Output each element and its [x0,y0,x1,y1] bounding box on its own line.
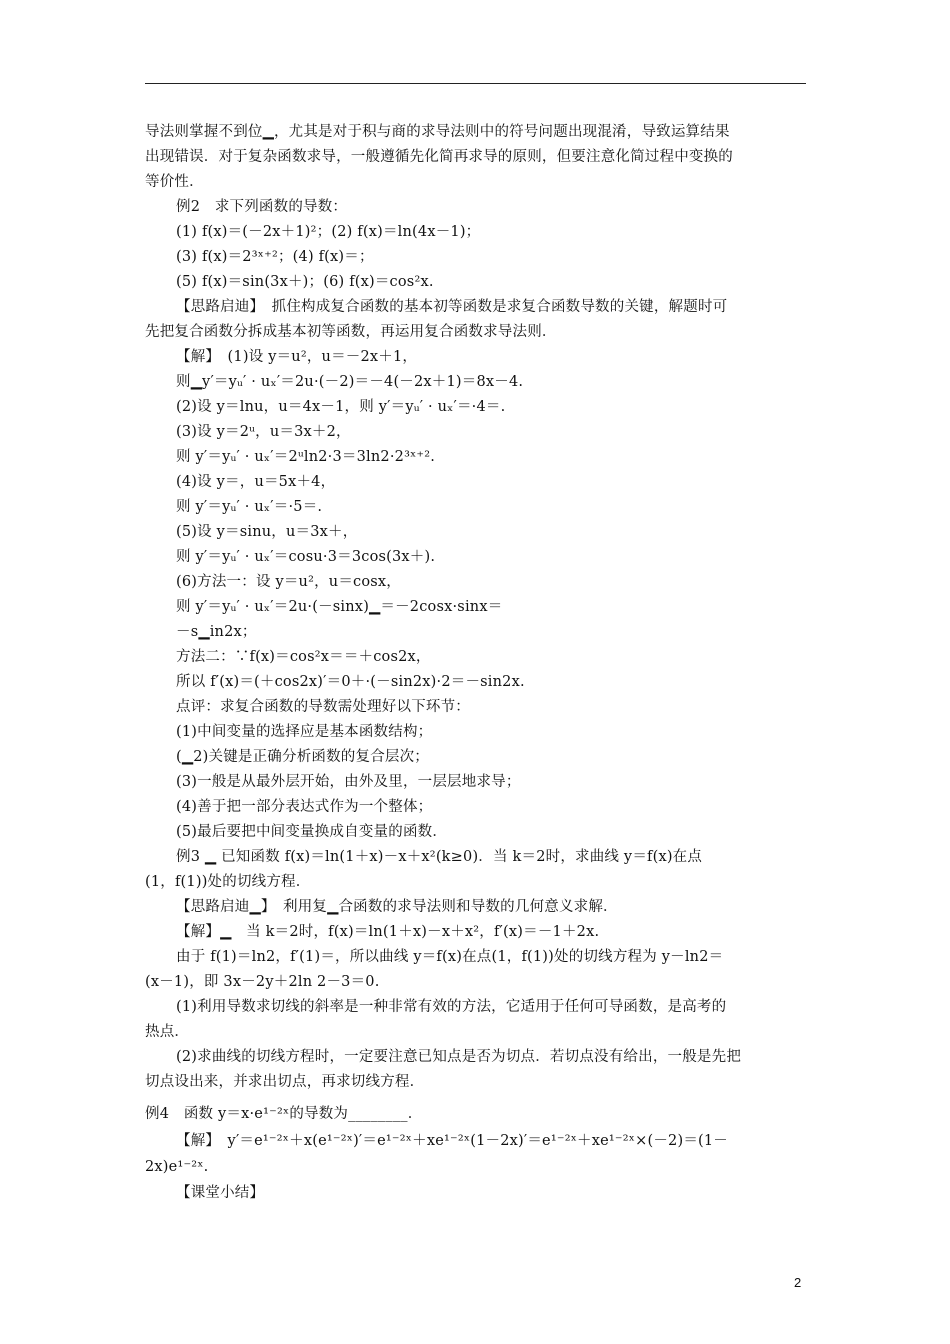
text-line: 【解】 (1)设 y＝u²，u＝－2x＋1， [176,349,418,365]
text-line: 【解】 y′＝e¹⁻²ˣ＋x(e¹⁻²ˣ)′＝e¹⁻²ˣ＋xe¹⁻²ˣ(1－2x)′＝e¹⁻²ˣ＋xe¹⁻²ˣ×(－2)＝(1－ [176,1133,729,1149]
example-heading: 例2 求下列函数的导数： [176,199,348,215]
text-line: 则▁y′＝yᵤ′ · uₓ′＝2u·(－2)＝－4(－2x＋1)＝8x－4. [176,374,524,390]
example-heading: 例4 函数 y＝x·e¹⁻²ˣ的导数为________． [145,1106,423,1122]
page-number: 2 [794,1275,802,1290]
text-line: 所以 f′(x)＝(＋cos2x)′＝0＋·(－sin2x)·2＝－sin2x. [176,674,525,690]
header-rule [145,83,806,84]
text-line: (5) f(x)＝sin(3x＋)；(6) f(x)＝cos²x. [176,274,434,290]
text-line: (6)方法一：设 y＝u²，u＝cosx， [176,574,401,590]
text-line: (1) f(x)＝(－2x＋1)²；(2) f(x)＝ln(4x－1)； [176,224,481,240]
text-line: (3)一般是从最外层开始，由外及里，一层层地求导； [176,774,521,790]
text-line: 热点． [145,1024,190,1040]
text-line: 2x)e¹⁻²ˣ. [145,1159,209,1175]
text-line: (4)设 y＝，u＝5x＋4， [176,474,336,490]
text-line: 点评：求复合函数的导数需处理好以下环节： [176,699,470,715]
text-line: (3) f(x)＝2³ˣ⁺²；(4) f(x)＝； [176,249,374,265]
text-line: (2)设 y＝lnu，u＝4x－1，则 y′＝yᵤ′ · uₓ′＝·4＝. [176,399,506,415]
text-line: 【思路启迪】 抓住构成复合函数的基本初等函数是求复合函数导数的关键，解题时可 [176,299,728,315]
text-line: (1)中间变量的选择应是基本函数结构； [176,724,433,740]
text-line: 由于 f(1)＝ln2，f′(1)＝，所以曲线 y＝f(x)在点(1，f(1))处的切线方程为 y－ln2＝ [176,949,724,965]
text-line: 则 y′＝yᵤ′ · uₓ′＝2u·(－sinx)▁＝－2cosx·sinx＝ [176,599,503,615]
text-line: 导法则掌握不到位▁，尤其是对于积与商的求导法则中的符号问题出现混淆，导致运算结果 [145,124,730,140]
section-heading: 【课堂小结】 [176,1185,265,1201]
text-line: (1，f(1))处的切线方程． [145,874,311,890]
text-line: (3)设 y＝2ᵘ，u＝3x＋2， [176,424,351,440]
text-line: (2)求曲线的切线方程时，一定要注意已知点是否为切点．若切点没有给出，一般是先把 [176,1049,742,1065]
text-line: 先把复合函数分拆成基本初等函数，再运用复合函数求导法则． [145,324,557,340]
text-line: 则 y′＝yᵤ′ · uₓ′＝·5＝. [176,499,323,515]
text-line: (5)设 y＝sinu，u＝3x＋， [176,524,358,540]
text-line: 【解】▁ 当 k＝2时，f(x)＝ln(1＋x)－x＋x²，f′(x)＝－1＋2x. [176,924,600,940]
text-line: 方法二：∵f(x)＝cos²x＝＝＋cos2x， [176,649,431,665]
example-heading: 例3 ▁ 已知函数 f(x)＝ln(1＋x)－x＋x²(k≥0)．当 k＝2时，求曲线 y＝f(x)在点 [176,849,703,865]
text-line: 【思路启迪▁】 利用复▁合函数的求导法则和导数的几何意义求解． [176,899,618,915]
text-line: (▁2)关键是正确分析函数的复合层次； [176,749,429,765]
text-line: (4)善于把一部分表达式作为一个整体； [176,799,433,815]
text-line: 出现错误．对于复杂函数求导，一般遵循先化简再求导的原则，但要注意化简过程中变换的 [145,149,733,165]
text-line: (5)最后要把中间变量换成自变量的函数． [176,824,448,840]
text-line: 则 y′＝yᵤ′ · uₓ′＝cosu·3＝3cos(3x＋). [176,549,436,565]
text-line: 则 y′＝yᵤ′ · uₓ′＝2ᵘln2·3＝3ln2·2³ˣ⁺². [176,449,436,465]
text-line: (1)利用导数求切线的斜率是一种非常有效的方法，它适用于任何可导函数，是高考的 [176,999,727,1015]
text-line: －s▁in2x； [176,624,257,640]
text-line: (x－1)，即 3x－2y＋2ln 2－3＝0. [145,974,380,990]
text-line: 等价性． [145,174,204,190]
text-line: 切点设出来，并求出切点，再求切线方程． [145,1074,425,1090]
